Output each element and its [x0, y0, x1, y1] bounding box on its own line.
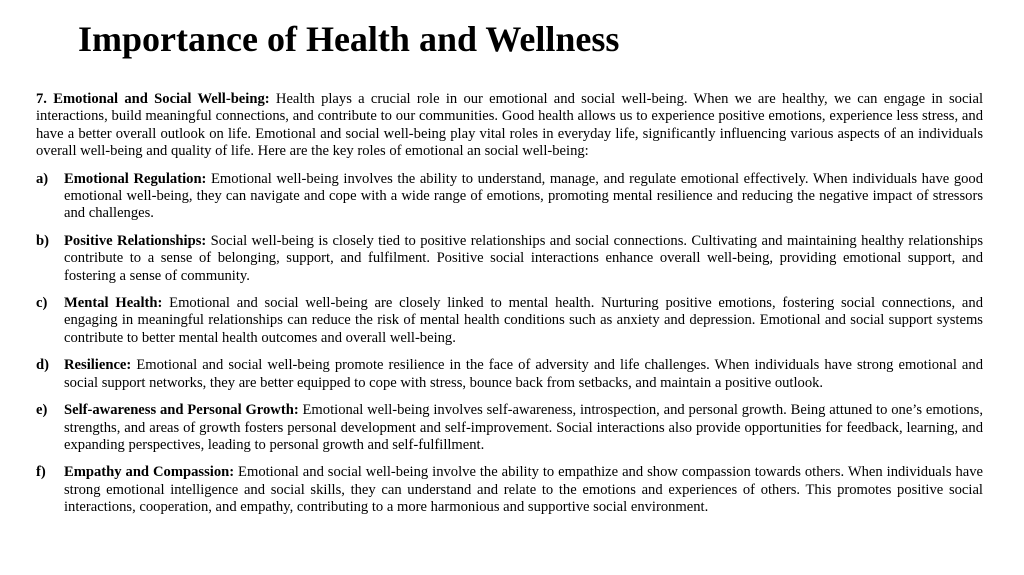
item-text: Emotional and social well-being are closely linked to mental health. Nurturing positive emotions, fostering social connections, and engaging in meaningful relationships can reduce the risk of mental health conditions such as anxiety and depression. Emotional and social support systems contribute to better mental health outcomes and overall well-being.	[64, 295, 984, 346]
list-marker: e)	[36, 402, 48, 419]
list-marker: a)	[36, 170, 49, 187]
slide-title: Importance of Health and Wellness	[78, 19, 620, 59]
list-item	[36, 171, 983, 223]
list-marker: f)	[36, 464, 46, 481]
item-heading: Empathy and Compassion:	[64, 464, 235, 481]
intro-text: Health plays a crucial role in our emotional and social well-being. When we are healthy, we can engage in social interactions, build meaningful connections, and contribute to our communities. Good health allows us to experience positive emotions, experience less stress, and have a better overall outlook on life. Emotional and social well-being play vital roles in everyday life, significantly influencing various aspects of an individuals overall well-being and quality of life. Here are the key roles of emotional an social well-being:	[36, 91, 984, 160]
key-roles-list	[36, 171, 983, 517]
item-text: Social well-being is closely tied to positive relationships and social connections. Cultivating and maintaining healthy relationships contribute to a sense of belonging, support, and fulfilment. Positive social interactions enhance overall well-being, providing emotional support, and fostering a sense of community.	[64, 232, 983, 284]
list-item	[36, 464, 983, 516]
item-text: Emotional and social well-being involve the ability to empathize and show compassion towards others. When individuals have strong emotional intelligence and social skills, they can understand and relate to the emotions and experiences of others. This promotes positive social interactions, cooperation, and empathy, contributing to a more harmonious and supportive social environment.	[64, 464, 983, 516]
item-text: Emotional and social well-being promote resilience in the face of adversity and life challenges. When individuals have strong emotional and social support networks, they are better equipped to cope with stress, bounce back from setbacks, and maintain a positive outlook.	[64, 357, 983, 391]
list-item	[36, 402, 983, 454]
slide-body	[36, 91, 983, 527]
item-heading: Positive Relationships:	[64, 232, 207, 249]
list-marker: b)	[36, 232, 49, 249]
list-item	[36, 233, 983, 285]
list-marker: d)	[36, 357, 49, 374]
item-text: Emotional well-being involves the ability to understand, manage, and regulate emotional effectively. When individuals have good emotional well-being, they can navigate and cope with a wide range of emotions, promoting mental resilience and reducing the negative impact of stressors and challenges.	[64, 170, 983, 222]
intro-paragraph	[36, 91, 983, 161]
intro-heading: 7. Emotional and Social Well-being:	[36, 91, 270, 107]
list-item	[36, 357, 983, 392]
item-heading: Mental Health:	[64, 295, 163, 312]
list-item	[36, 295, 983, 347]
item-heading: Resilience:	[64, 357, 132, 374]
item-heading: Emotional Regulation:	[64, 170, 207, 187]
item-text: Emotional well-being involves self-awareness, introspection, and personal growth. Being attuned to one’s emotions, strengths, and areas of growth fosters personal development and self-improvement. Social interactions also provide opportunities for feedback, learning, and expanding perspectives, leading to personal growth and self-fulfillment.	[64, 402, 984, 453]
list-marker: c)	[36, 295, 48, 312]
item-heading: Self-awareness and Personal Growth:	[64, 402, 299, 419]
